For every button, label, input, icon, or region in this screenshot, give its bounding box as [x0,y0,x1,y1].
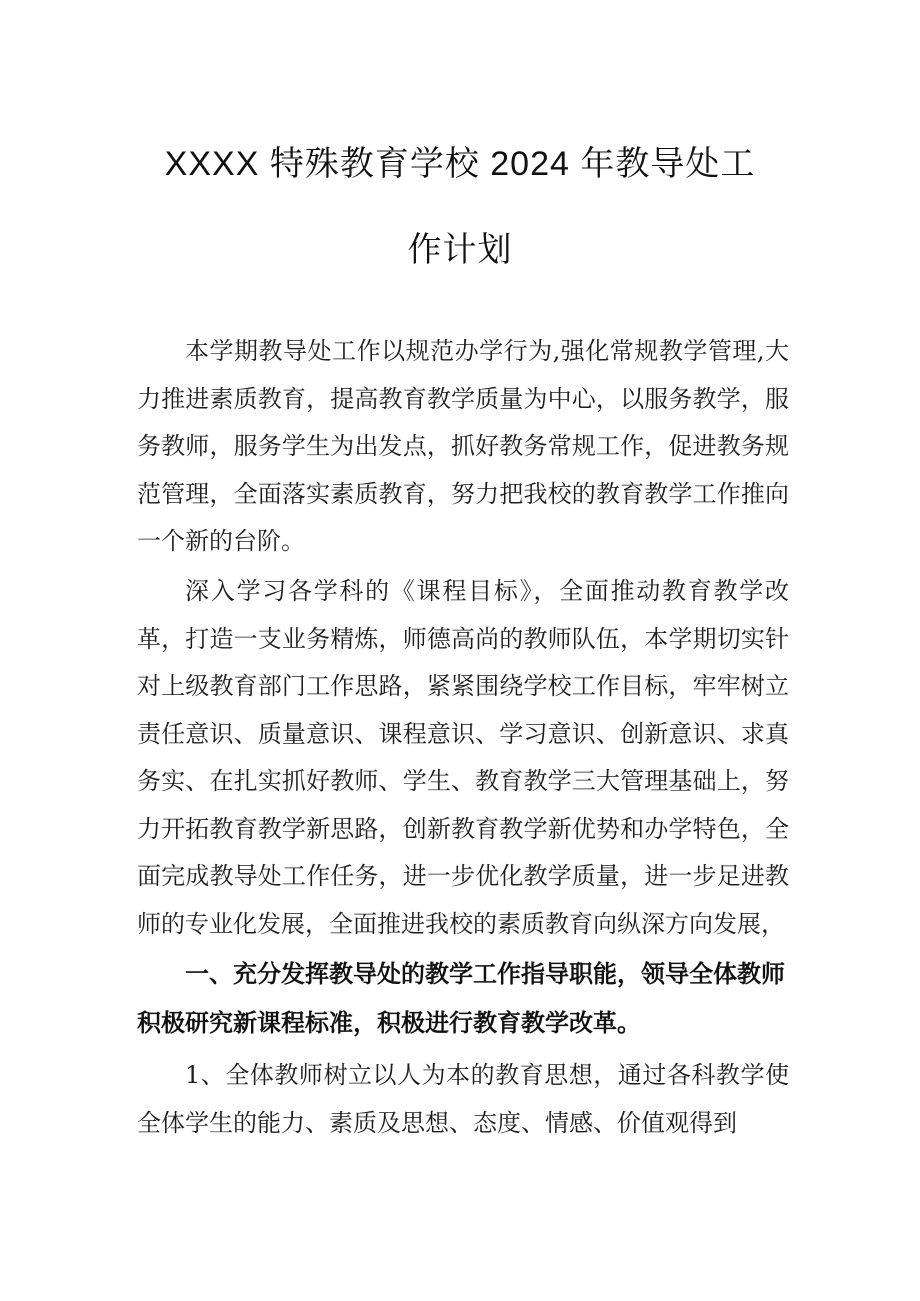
document-title-line2: 作计划 [407,231,513,269]
section-heading-1: 一、充分发挥教导处的教学工作指导职能，领导全体教师积极研究新课程标准，积极进行教育教学改革。 [137,960,785,1037]
goals-paragraph: 深入学习各学科的《课程目标》，全面推动教育教学改革，打造一支业务精炼，师德高尚的教师队伍，本学期切实针对上级教育部门工作思路，紧紧围绕学校工作目标，牢牢树立责任意识、质量意识、课程意识、学习意识、创新意识、求真务实、在扎实抓好教师、学生、教育教学三大管理基础上，努力开拓教育教学新思路，创新教育教学新优势和办学特色，全面完成教导处工作任务，进一步优化教学质量，进一步足进教师的专业化发展，全面推进我校的素质教育向纵深方向发展， [137,577,789,938]
intro-paragraph: 本学期教导处工作以规范办学行为,强化常规教学管理,大力推进素质教育，提高教育教学质量为中心，以服务教学，服务教师，服务学生为出发点，抓好教务常规工作，促进教务规范管理，全面落实素质教育，努力把我校的教育教学工作推向一个新的台阶。 [137,337,789,555]
document-title-line1: XXXX 特殊教育学校 2024 年教导处工 [164,145,756,183]
list-item-1: 1、全体教师树立以人为本的教育思想，通过各科教学使全体学生的能力、素质及思想、态度、情感、价值观得到 [137,1061,789,1137]
